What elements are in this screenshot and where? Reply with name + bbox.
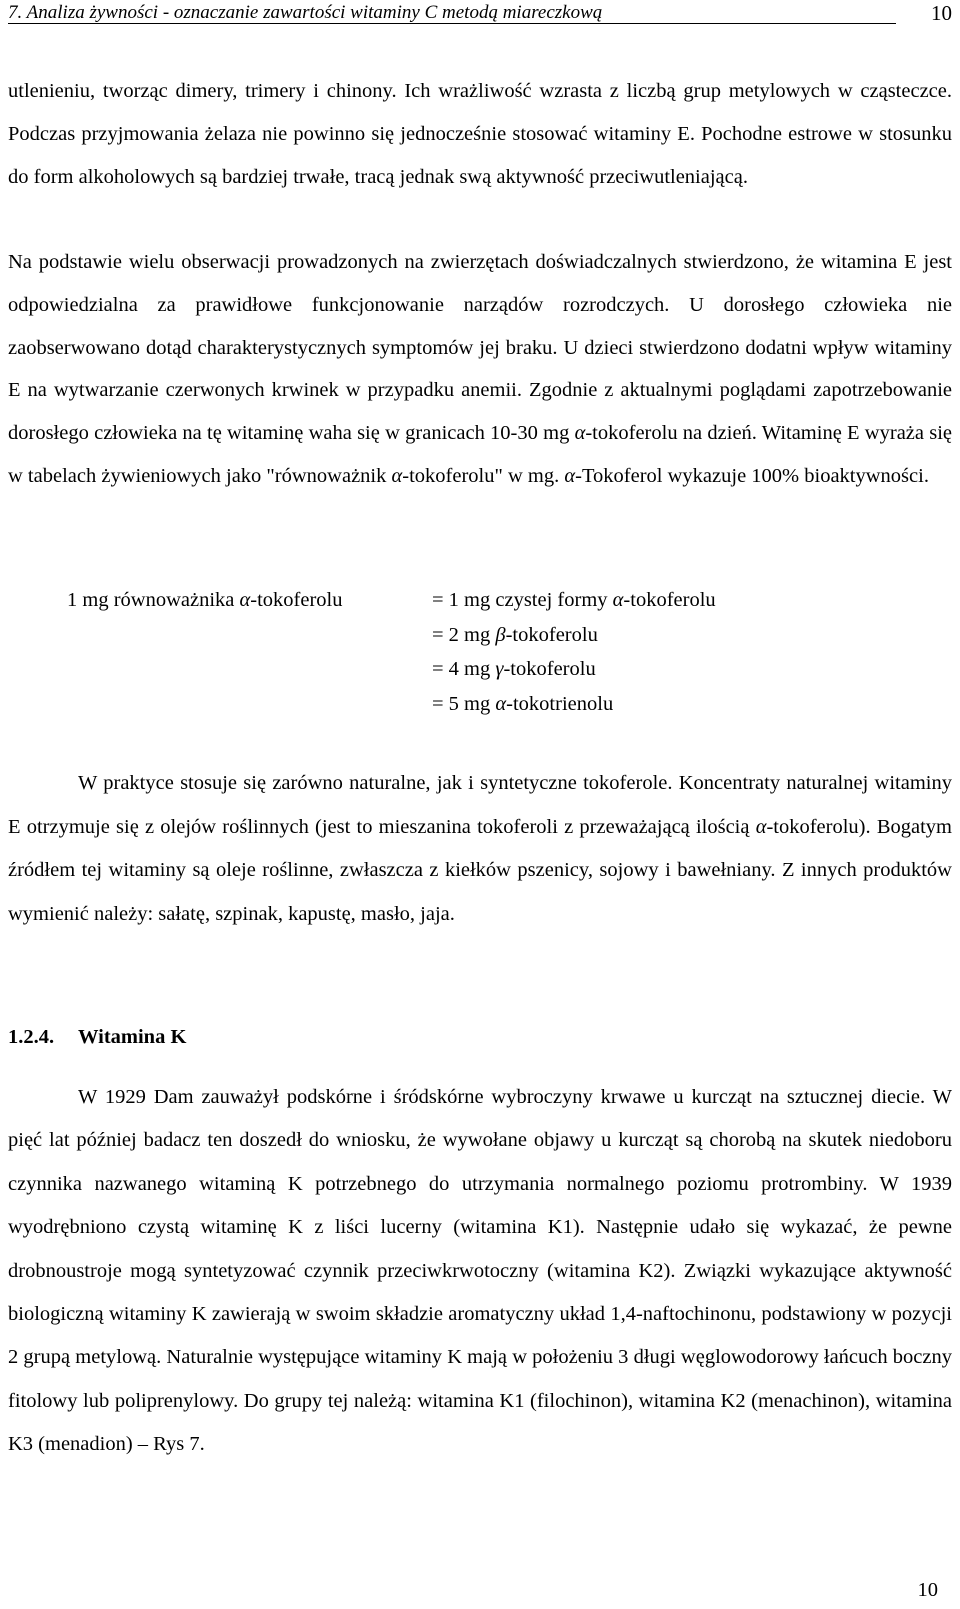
- header-page-number: 10: [931, 1, 952, 25]
- greek-alpha: α: [574, 422, 586, 445]
- equivalence-row: [67, 652, 947, 687]
- running-header: [8, 0, 952, 26]
- footer-page-number: 10: [917, 1579, 938, 1601]
- equivalence-suffix: -tokoferolu: [505, 623, 598, 646]
- equivalence-row: [67, 618, 947, 653]
- paragraph-vitamin-e-oxidation: utlenieniu, tworząc dimery, trimery i chinony. Ich wrażliwość wzrasta z liczbą grup metylowych w cząsteczce. Podczas przyjmowania żelaza nie powinno się jednocześnie stosować witaminy E. Pochodne estrowe w stosunku do form alkoholowych są bardziej trwałe, tracą jednak swą aktywność przeciwutleniającą.: [8, 80, 952, 188]
- greek-letter: α: [495, 692, 507, 715]
- equivalence-left-prefix: 1 mg równoważnika: [67, 589, 240, 611]
- greek-alpha: α: [755, 815, 767, 838]
- equivalence-value: [432, 583, 716, 618]
- equivalence-prefix: = 5 mg: [432, 692, 496, 715]
- equivalence-suffix: -tokoferolu: [623, 589, 716, 611]
- equivalence-row: [67, 583, 947, 618]
- greek-alpha: α: [564, 464, 576, 487]
- equivalence-suffix: -tokotrienolu: [506, 692, 614, 715]
- section-number: 1.2.4.: [8, 1026, 55, 1048]
- section-title: Witamina K: [78, 1026, 187, 1048]
- equivalence-table: [67, 583, 947, 721]
- equivalence-row: [67, 687, 947, 722]
- greek-letter: α: [612, 589, 624, 611]
- equivalence-prefix: = 4 mg: [432, 658, 496, 680]
- greek-alpha: α: [391, 464, 403, 487]
- paragraph-vitamin-k: W 1929 Dam zauważył podskórne i śródskórne wybroczyny krwawe u kurcząt na sztucznej diecie. W pięć lat później badacz ten doszedł do wniosku, że wywołane objawy u kurcząt są chorobą na skutek niedoboru czynnika nazwanego witaminą K potrzebnego do utrzymania normalnego poziomu protrombiny. W 1939 wyodrębniono czystą witaminę K z liści lucerny (witamina K1). Następnie udało się wykazać, że pewne drobnoustroje mogą syntetyzować czynnik przeciwkrwotoczny (witamina K2). Związki wykazujące aktywność biologiczną witaminy K zawierają w swoim składzie aromatyczny układ 1,4-naftochinonu, podstawiony w pozycji 2 grupą metylową. Naturalnie występujące witaminy K mają w położeniu 3 długi węglowodorowy łańcuch boczny fitolowy lub poliprenylowy. Do grupy tej należą: witamina K1 (filochinon), witamina K2 (menachinon), witamina K3 (menadion) – Rys 7.: [8, 1086, 952, 1456]
- paragraph-text: -tokoferolu" w mg.: [402, 464, 565, 487]
- header-rule: [8, 23, 896, 24]
- equivalence-suffix: -tokoferolu: [503, 658, 596, 680]
- equivalence-value: [432, 687, 613, 722]
- paragraph-vitamin-e-function: [8, 241, 952, 498]
- greek-letter: γ: [495, 658, 504, 680]
- equivalence-left-label: [67, 583, 343, 618]
- greek-alpha: α: [239, 589, 251, 611]
- paragraph-text: -tokoferolu na dzień. Witaminę E wyraża się w tabelach żywieniowych jako "równoważnik: [8, 422, 953, 487]
- paragraph-text: W praktyce stosuje się zarówno naturalne, jak i syntetyczne tokoferole. Koncentraty naturalnej witaminy E otrzymuje się z olejów roślinnych (jest to mieszanina tokoferoli z przeważającą ilością: [8, 772, 952, 838]
- paragraph-text: -Tokoferol wykazuje 100% bioaktywności.: [575, 464, 929, 487]
- header-title: 7. Analiza żywności - oznaczanie zawartości witaminy C metodą miareczkową: [8, 2, 603, 23]
- equivalence-value: [432, 652, 596, 687]
- equivalence-prefix: = 1 mg czystej formy: [432, 589, 613, 611]
- equivalence-value: [432, 618, 598, 653]
- paragraph-text: -tokoferolu). Bogatym źródłem tej witaminy są oleje roślinne, zwłaszcza z kiełków pszenicy, sojowy i bawełniany. Z innych produktów wymienić należy: sałatę, szpinak, kapustę, masło, jaja.: [8, 815, 952, 925]
- equivalence-prefix: = 2 mg: [432, 623, 496, 646]
- paragraph-text: Na podstawie wielu obserwacji prowadzonych na zwierzętach doświadczalnych stwierdzono, że witamina E jest odpowiedzialna za prawidłowe funkcjonowanie narządów rozrodczych. U dorosłego człowieka nie zaobserwowano dotąd charakterystycznych symptomów jej braku. U dzieci stwierdzono dodatni wpływ witaminy E na wytwarzanie czerwonych krwinek w przypadku anemii. Zgodnie z aktualnymi poglądami zapotrzebowanie dorosłego człowieka na tę witaminę waha się w granicach 10-30 mg: [8, 251, 952, 445]
- paragraph-tocopherol-sources: [8, 762, 952, 936]
- greek-letter: β: [495, 623, 506, 646]
- section-heading: [8, 1022, 186, 1052]
- equivalence-left-suffix: -tokoferolu: [250, 589, 343, 611]
